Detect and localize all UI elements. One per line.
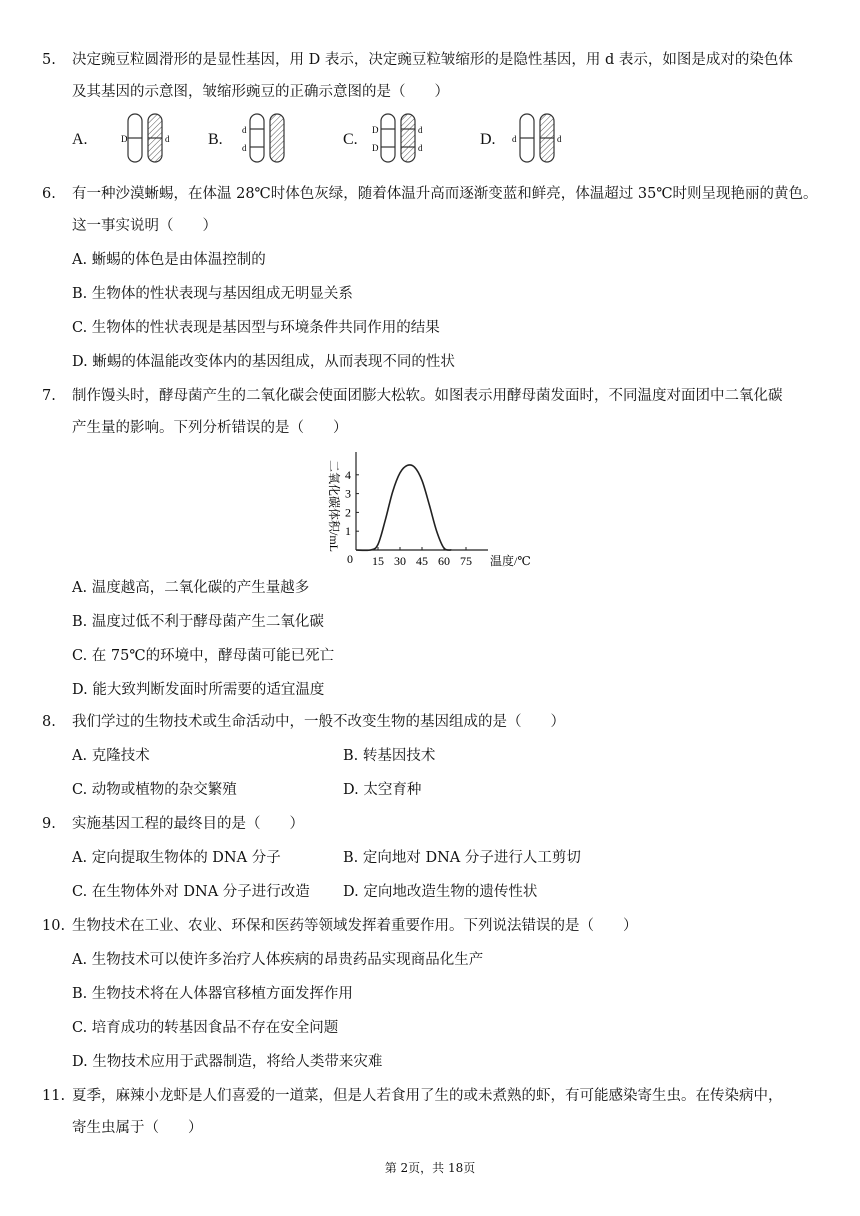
question-9-number: 9. (42, 816, 56, 832)
question-10-option-b: B. 生物技术将在人体器官移植方面发挥作用 (72, 986, 353, 1002)
question-10-option-a: A. 生物技术可以使许多治疗人体疾病的昂贵药品实现商品化生产 (72, 952, 484, 968)
question-10-text-line1: 生物技术在工业、农业、环保和医药等领域发挥着重要作用。下列说法错误的是（ ） (72, 918, 638, 934)
page-number-footer: 第 2页，共 18页 (384, 1161, 476, 1175)
question-10-option-c: C. 培育成功的转基因食品不存在安全问题 (72, 1020, 339, 1036)
y-axis-label: 二氧化碳体积/mL (327, 460, 341, 552)
question-10-option-d: D. 生物技术应用于武器制造，将给人类带来灾难 (72, 1054, 383, 1070)
question-5-number: 5. (42, 52, 56, 68)
x-tick-label: 30 (394, 554, 406, 568)
x-axis-label: 温度/℃ (490, 554, 531, 568)
question-6-option-c: C. 生物体的性状表现是基因型与环境条件共同作用的结果 (72, 320, 440, 336)
option-letter: A. (72, 131, 88, 148)
question-9-option-c: C. 在生物体外对 DNA 分子进行改造 (72, 884, 310, 900)
question-6-text-line1: 有一种沙漠蜥蜴，在体温 28℃时体色灰绿，随着体温升高而逐渐变蓝和鲜亮，体温超过 35℃时则呈现艳丽的黄色。 (72, 186, 818, 202)
question-8-option-a: A. 克隆技术 (72, 748, 150, 764)
question-5-text-line1: 决定豌豆粒圆滑形的是显性基因，用 D 表示，决定豌豆粒皱缩形的是隐性基因，用 d 表示，如图是成对的染色体 (72, 52, 793, 68)
gene-label: D (372, 143, 379, 153)
co2-curve (356, 465, 451, 551)
gene-label: d (418, 125, 423, 135)
question-9-option-d: D. 定向地改造生物的遗传性状 (343, 884, 538, 900)
gene-label: d (418, 143, 423, 153)
chromosome-pair-diagram-d (504, 111, 584, 165)
x-tick-label: 45 (416, 554, 428, 568)
question-8-option-c: C. 动物或植物的杂交繁殖 (72, 782, 237, 798)
x-tick-label: 75 (460, 554, 472, 568)
y-tick-label: 4 (345, 467, 351, 482)
option-letter: B. (208, 131, 223, 148)
chromosome-pair-diagram-c (365, 111, 445, 165)
question-7-text-line2: 产生量的影响。下列分析错误的是（ ） (72, 420, 348, 436)
origin-label: 0 (347, 552, 353, 566)
question-11-text-line1: 夏季，麻辣小龙虾是人们喜爱的一道菜，但是人若食用了生的或未煮熟的虾，有可能感染寄生虫。在传染病中， (72, 1088, 783, 1104)
question-9-option-a: A. 定向提取生物体的 DNA 分子 (72, 850, 281, 866)
gene-label: D (372, 125, 379, 135)
question-9-option-b: B. 定向地对 DNA 分子进行人工剪切 (343, 850, 581, 866)
gene-label: D (121, 134, 128, 144)
gene-label: d (165, 134, 170, 144)
chromosome-pair-diagram-b (234, 111, 314, 165)
gene-label: d (512, 134, 517, 144)
option-letter: D. (480, 131, 496, 148)
y-tick-label: 2 (345, 505, 351, 520)
question-8-number: 8. (42, 714, 56, 730)
question-8-text-line1: 我们学过的生物技术或生命活动中，一般不改变生物的基因组成的是（ ） (72, 714, 565, 730)
question-5-option-b (208, 113, 318, 163)
gene-label: d (242, 143, 247, 153)
option-letter: C. (343, 131, 358, 148)
question-7-option-c: C. 在 75℃的环境中，酵母菌可能已死亡 (72, 648, 335, 664)
question-7-option-d: D. 能大致判断发面时所需要的适宜温度 (72, 682, 325, 698)
question-6-number: 6. (42, 186, 56, 202)
question-8-option-b: B. 转基因技术 (343, 748, 436, 764)
question-7-option-b: B. 温度过低不利于酵母菌产生二氧化碳 (72, 614, 324, 630)
y-tick-label: 3 (345, 486, 351, 501)
question-10-number: 10. (42, 918, 66, 934)
question-6-option-a: A. 蜥蜴的体色是由体温控制的 (72, 252, 266, 268)
y-tick-label: 1 (345, 524, 351, 539)
question-6-text-line2: 这一事实说明（ ） (72, 218, 217, 234)
x-tick-label: 60 (438, 554, 450, 568)
question-5-option-a (72, 113, 182, 163)
chromosome-pair-diagram-a (98, 111, 178, 165)
gene-label: d (242, 125, 247, 135)
question-6-option-d: D. 蜥蜴的体温能改变体内的基因组成，从而表现不同的性状 (72, 354, 455, 370)
question-5-text-line2: 及其基因的示意图，皱缩形豌豆的正确示意图的是（ ） (72, 84, 449, 100)
question-11-number: 11. (42, 1088, 66, 1104)
question-7-number: 7. (42, 388, 56, 404)
question-5-option-c (343, 113, 453, 163)
question-7-text-line1: 制作馒头时，酵母菌产生的二氧化碳会使面团膨大松软。如图表示用酵母菌发面时，不同温度对面团中二氧化碳 (72, 388, 783, 404)
question-9-text-line1: 实施基因工程的最终目的是（ ） (72, 816, 304, 832)
question-7-option-a: A. 温度越高，二氧化碳的产生量越多 (72, 580, 310, 596)
question-11-text-line2: 寄生虫属于（ ） (72, 1120, 203, 1136)
question-6-option-b: B. 生物体的性状表现与基因组成无明显关系 (72, 286, 353, 302)
question-5-option-d (480, 113, 590, 163)
x-tick-label: 15 (372, 554, 384, 568)
gene-label: d (557, 134, 562, 144)
co2-temperature-chart (316, 442, 546, 572)
question-8-option-d: D. 太空育种 (343, 782, 422, 798)
